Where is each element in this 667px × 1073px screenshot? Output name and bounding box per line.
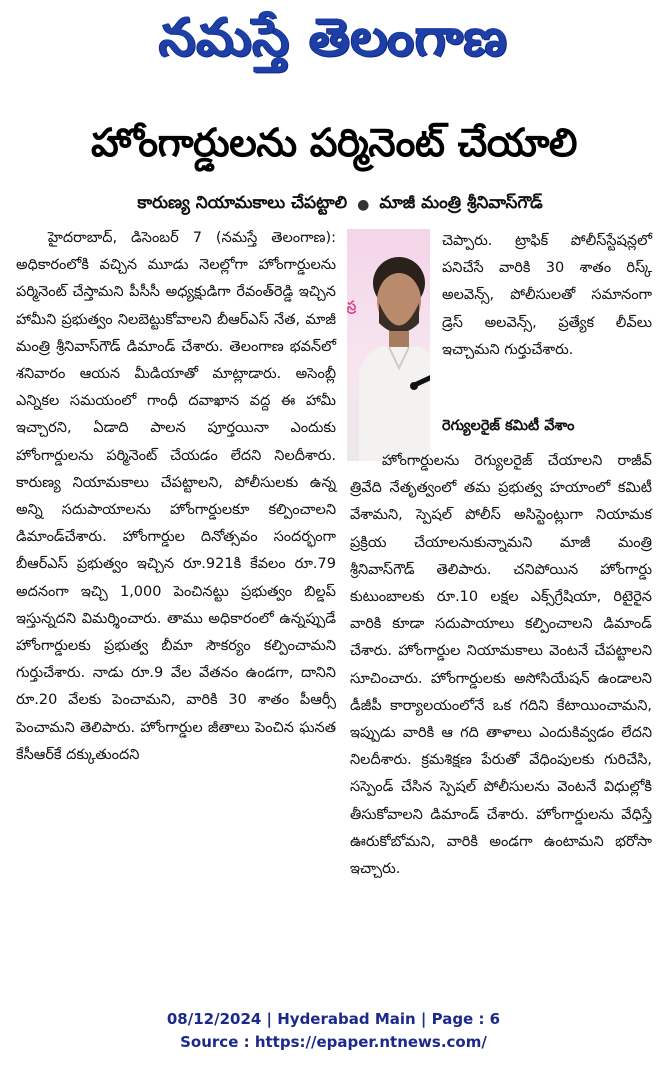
- source-link[interactable]: Source : https://epaper.ntnews.com/: [180, 1033, 487, 1051]
- right-column-bottom-text: హోంగార్డులను రెగ్యులరైజ్ చేయాలని రాజీవ్ త్రివేది నేతృత్వంలో తమ ప్రభుత్వ హయాంలో కమిటీ వేశామని, స్పెషల్ పోలీస్ అసిస్టెంట్లుగా నియామక ప్రక్రియ చేయాలనుకున్నామని మాజీ మంత్రి శ్రీనివాస్‌గౌడ్ తెలిపారు. చనిపోయిన హోంగార్డు కుటుంబాలకు రూ.10 లక్షల ఎక్స్‌గ్రేషియా, రిటైరైన వారికి కూడా సదుపాయాలు కల్పించాలని డిమాండ్ చేశారు. హోంగార్డుల నియామకాలు వెంటనే చేపట్టాలని సూచించారు. హోంగార్డులకు అసోసియేషన్ ఉండాలని డీజీపీ కార్యాలయంలోనే ఒక గదిని కేటాయించామని, ఇప్పుడు వారికి ఆ గది తాళాలు ఎందుకివ్వడం లేదని నిలదీశారు. క్రమశిక్షణ పేరుతో వేధింపులకు గురిచేసి, సస్పెండ్ చేసిన స్పెషల్ పోలీసులను వెంటనే విధుల్లోకి తీసుకోవాలని డిమాండ్ చేశారు. హోంగార్డులను వేధిస్తే ఊరుకోబోమని, వారికి అండగా ఉంటామని భరోసా ఇచ్చారు.: [350, 453, 652, 878]
- subhead-part-2: మాజీ మంత్రి శ్రీనివాస్‌గౌడ్: [379, 193, 543, 213]
- article-right-column-top: [442, 228, 652, 364]
- left-column-text: హైదరాబాద్, డిసెంబర్ 7 (నమస్తే తెలంగాణ): అధికారంలోకి వచ్చిన మూడు నెలల్లోగా హోంగార్డులను పర్మినెంట్ చేస్తామని పీసీసీ అధ్యక్షుడిగా రేవంత్‌రెడ్డి ఇచ్చిన హామీని ప్రభుత్వం నిలబెట్టుకోవాలని బీఆర్‌ఎస్ నేత, మాజీ మంత్రి శ్రీనివాస్‌గౌడ్ డిమాండ్ చేశారు. తెలంగాణ భవన్‌లో శనివారం ఆయన మీడియాతో మాట్లాడారు. అసెంబ్లీ ఎన్నికల సమయంలో గాంధీ దవాఖాన వద్ద ఈ హామీ ఇచ్చారని, ఏడాది పాలన పూర్తయినా ఎందుకు హోంగార్డులను పర్మినెంట్ చేయడం లేదని నిలదీశారు. కారుణ్య నియామకాలు చేపట్టాలని, పోలీసులకు ఉన్న అన్ని సదుపాయాలను హోంగార్డులకూ కల్పించాలని డిమాండ్‌చేశారు. హోంగార్డుల దినోత్సవం సందర్భంగా బీఆర్‌ఎస్ ప్రభుత్వం ఇచ్చిన రూ.921కి కేవలం రూ.79 అదనంగా ఇచ్చి 1,000 పెంచినట్టు ప్రభుత్వం బిల్డప్ ఇస్తున్నదని విమర్శించారు. తాము అధికారంలో ఉన్నప్పుడే హోంగార్డులకు ప్రభుత్వ బీమా సౌకర్యం కల్పించామని గుర్తుచేశారు. నాడు రూ.9 వేల వేతనం ఉండగా, దానిని రూ.20 వేలకు పెంచామని, వారికి 30 శాతం పీఆర్సీ పెంచామని తెలిపారు. హోంగార్డుల జీతాలు పెంచిన ఘనత కేసీఆర్‌కే దక్కుతుందని: [16, 230, 336, 763]
- right-column-top-text: చెప్పారు. ట్రాఫిక్ పోలీస్‌స్టేషన్లలో పనిచేసే వారికి 30 శాతం రిస్క్ అలవెన్స్, పోలీసులతో సమానంగా డ్రెస్ అలవెన్స్, ప్రత్యేక లీవ్‌లు ఇచ్చామని గుర్తుచేశారు.: [442, 233, 652, 358]
- article-photo: [347, 229, 430, 461]
- edition-info: 08/12/2024 | Hyderabad Main | Page : 6: [166, 1010, 501, 1028]
- article-left-column: [16, 225, 336, 769]
- subhead-part-1: కారుణ్య నియామకాలు చేపట్టాలి: [137, 193, 348, 213]
- speaker-portrait: [359, 243, 430, 461]
- bullet-separator: ●: [357, 197, 370, 213]
- article-subhead: [30, 187, 650, 223]
- article-headline: హోంగార్డులను పర్మినెంట్ చేయాలి: [91, 121, 577, 166]
- photo-backdrop-text: స్ర: [347, 299, 357, 314]
- section-subheading: రెగ్యులరైజ్ కమిటీ వేశాం: [442, 418, 575, 434]
- newspaper-masthead: నమస్తే తెలంగాణ: [159, 7, 508, 68]
- article-right-column-bottom: [350, 448, 652, 883]
